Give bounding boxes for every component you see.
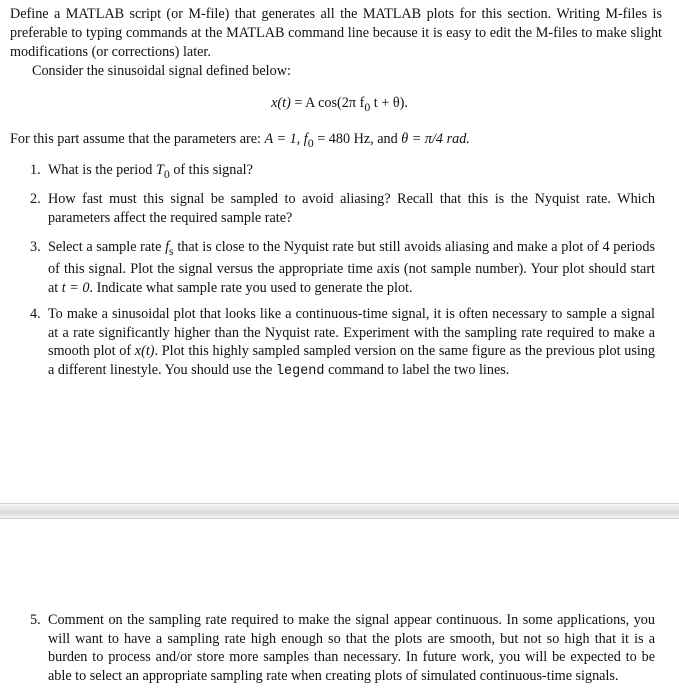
param-theta: θ = π/4 rad. xyxy=(401,131,470,147)
list-item xyxy=(30,161,655,183)
item-text: What is the period $T_0$ of this signal? xyxy=(48,162,253,181)
intro-consider: Consider the sinusoidal signal defined below: xyxy=(32,63,291,79)
param-f0-sub: 0 xyxy=(307,135,314,150)
item-number: 5. xyxy=(30,612,41,628)
list-item xyxy=(30,305,655,381)
item-number: 3. xyxy=(30,239,41,255)
list-item xyxy=(30,190,655,227)
item-text: Comment on the sampling rate required to make the signal appear continuous. In some applications, you will want to have a sampling rate high enough so that the plots are smooth, but not so high that it is a burden to process and/or store more samples than necessary. In future work, you will be expected to be able to select an appropriate sampling rate when creating plots of simulated continuous-time signals. xyxy=(48,612,655,684)
item-text: Select a sample rate $f_s$ that is close to the Nyquist rate but still avoids aliasing and make a plot of 4 periods of this signal. Plot the signal versus the appropriate time axis (not sample number). Your plot should start at t = 0. Indicate what sample rate you used to generate the plot. xyxy=(48,239,655,296)
item-text: How fast must this signal be sampled to avoid aliasing? Recall that this is the Nyquist rate. Which parameters affect the required sample rate? xyxy=(48,191,655,226)
equation-rhs: = A cos(2π f xyxy=(294,95,365,111)
page-separator xyxy=(0,503,679,519)
equation-tail: t + θ). xyxy=(373,95,408,111)
parameters-line xyxy=(10,131,470,151)
intro-paragraph: Define a MATLAB script (or M-file) that generates all the MATLAB plots for this section. Writing M-files is preferable to typing commands at the MATLAB command line because it is easy to edit the M-files to make slight modifications (or corrections) later. xyxy=(10,6,662,60)
item-number: 2. xyxy=(30,191,41,207)
item-number: 1. xyxy=(30,162,41,178)
legend-code: legend xyxy=(275,363,325,379)
signal-equation xyxy=(0,95,679,115)
params-prefix: For this part assume that the parameters are: xyxy=(10,131,265,147)
intro-block xyxy=(10,5,662,81)
param-f0-value: = 480 Hz, and xyxy=(313,131,402,147)
param-f0: f xyxy=(303,131,308,147)
equation-lhs: x(t) xyxy=(271,95,291,111)
item-number: 4. xyxy=(30,306,41,322)
item-text: To make a sinusoidal plot that looks like a continuous-time signal, it is often necessary to sample a signal at a rate significantly higher than the Nyquist rate. Experiment with the sampling rate required to make a smooth plot of x(t). Plot this highly sampled sampled version on the same figure as the previous plot using a different linestyle. You should use the legend command to label the two lines. xyxy=(48,306,655,379)
list-item xyxy=(30,238,655,297)
equation-sub: 0 xyxy=(364,99,371,114)
param-A: A = 1, xyxy=(264,131,304,147)
list-item xyxy=(30,611,655,685)
